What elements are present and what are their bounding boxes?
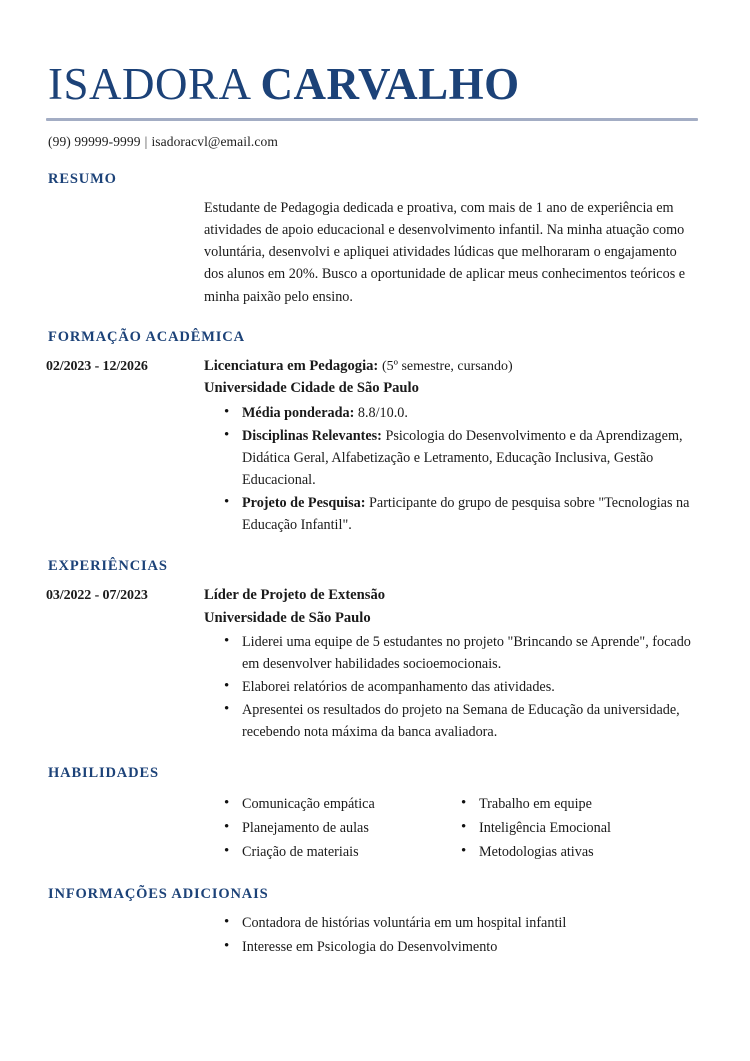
skills-list-right — [461, 793, 698, 863]
experience-entry — [46, 584, 698, 744]
list-item — [224, 492, 694, 536]
list-item: • Inteligência Emocional — [461, 817, 698, 839]
experience-role: Líder de Projeto de Extensão — [204, 586, 386, 603]
list-item: • Comunicação empática — [224, 793, 461, 815]
education-date-range: 02/2023 - 12/2026 — [46, 358, 148, 374]
candidate-first-name: ISADORA — [48, 59, 252, 109]
bullet-text: Participante do grupo de pesquisa sobre "Tecnologias na Educação Infantil". — [242, 494, 690, 533]
list-item: • Trabalho em equipe — [461, 793, 698, 815]
candidate-last-name: CARVALHO — [260, 59, 520, 109]
bullet-label: Projeto de Pesquisa: — [242, 494, 366, 511]
bullet-text: Liderei uma equipe de 5 estudantes no projeto "Brincando se Aprende", focado em desenvolver habilidades socioemocionais. — [242, 634, 691, 673]
skills-column-left — [224, 791, 461, 865]
skills-list-left — [224, 793, 461, 863]
skills-column-right — [461, 791, 698, 865]
section-habilidades — [46, 765, 698, 865]
education-details — [204, 355, 694, 537]
bullet-text: Elaborei relatórios de acompanhamento das atividades. — [242, 679, 555, 696]
section-informacoes-adicionais — [46, 886, 698, 958]
list-item — [224, 699, 694, 743]
bullet-label: Disciplinas Relevantes: — [242, 427, 382, 444]
list-item: • Metodologias ativas — [461, 841, 698, 863]
list-item: • Criação de materiais — [224, 841, 461, 863]
candidate-name — [46, 59, 698, 109]
section-title-experiencias: EXPERIÊNCIAS — [48, 557, 168, 574]
contact-email[interactable]: isadoracvl@email.com — [151, 133, 278, 149]
education-institution: Universidade Cidade de São Paulo — [204, 380, 419, 397]
resumo-body: Estudante de Pedagogia dedicada e proativa, com mais de 1 ano de experiência em atividades de apoio educacional e desenvolvimento infantil. Na minha atuação como voluntária, desenvolvi e apliquei atividades lúdicas que melhoraram o engajamento dos alunos em 20%. Busco a oportunidade de aplicar meus conhecimentos teóricos e minha paixão pelo ensino. — [204, 199, 686, 305]
bullet-text: Psicologia do Desenvolvimento e da Aprendizagem, Didática Geral, Alfabetização e Letramento, Educação Inclusiva, Gestão Educacional. — [242, 427, 683, 488]
skills-columns — [224, 791, 698, 865]
contact-line — [46, 134, 698, 150]
education-bullet-list — [204, 402, 694, 536]
section-title-resumo: RESUMO — [48, 170, 117, 187]
resume-header — [46, 59, 698, 150]
list-item: • Planejamento de aulas — [224, 817, 461, 839]
header-divider — [46, 118, 698, 121]
section-title-habilidades: HABILIDADES — [48, 765, 159, 782]
list-item — [224, 402, 694, 424]
bullet-text: 8.8/10.0. — [357, 404, 408, 421]
bullet-label: Média ponderada: — [242, 404, 355, 421]
section-experiencias — [46, 558, 698, 744]
list-item — [224, 631, 694, 675]
education-degree-label: Licenciatura em Pedagogia: — [204, 357, 379, 374]
section-title-formacao: FORMAÇÃO ACADÊMICA — [48, 328, 245, 345]
bullet-text: Apresentei os resultados do projeto na Semana de Educação da universidade, recebendo nota máxima da banca avaliadora. — [242, 702, 680, 741]
education-degree-line — [204, 355, 694, 378]
experience-date-range: 03/2022 - 07/2023 — [46, 587, 148, 603]
contact-phone: (99) 99999-9999 — [48, 133, 141, 149]
experience-institution: Universidade de São Paulo — [204, 609, 371, 626]
education-degree-extra: (5º semestre, cursando) — [381, 358, 513, 374]
additional-info-list — [224, 912, 698, 958]
experience-details — [204, 584, 694, 744]
education-entry — [46, 355, 698, 537]
list-item: • Interesse em Psicologia do Desenvolvimento — [224, 936, 698, 958]
list-item — [224, 676, 694, 698]
list-item: • Contadora de histórias voluntária em um hospital infantil — [224, 912, 698, 934]
section-formacao — [46, 329, 698, 537]
list-item — [224, 425, 694, 491]
section-title-informacoes: INFORMAÇÕES ADICIONAIS — [48, 886, 269, 903]
additional-info-wrap — [224, 912, 698, 958]
experience-bullet-list — [204, 631, 694, 743]
contact-separator: | — [144, 133, 148, 149]
section-resumo — [46, 171, 698, 308]
